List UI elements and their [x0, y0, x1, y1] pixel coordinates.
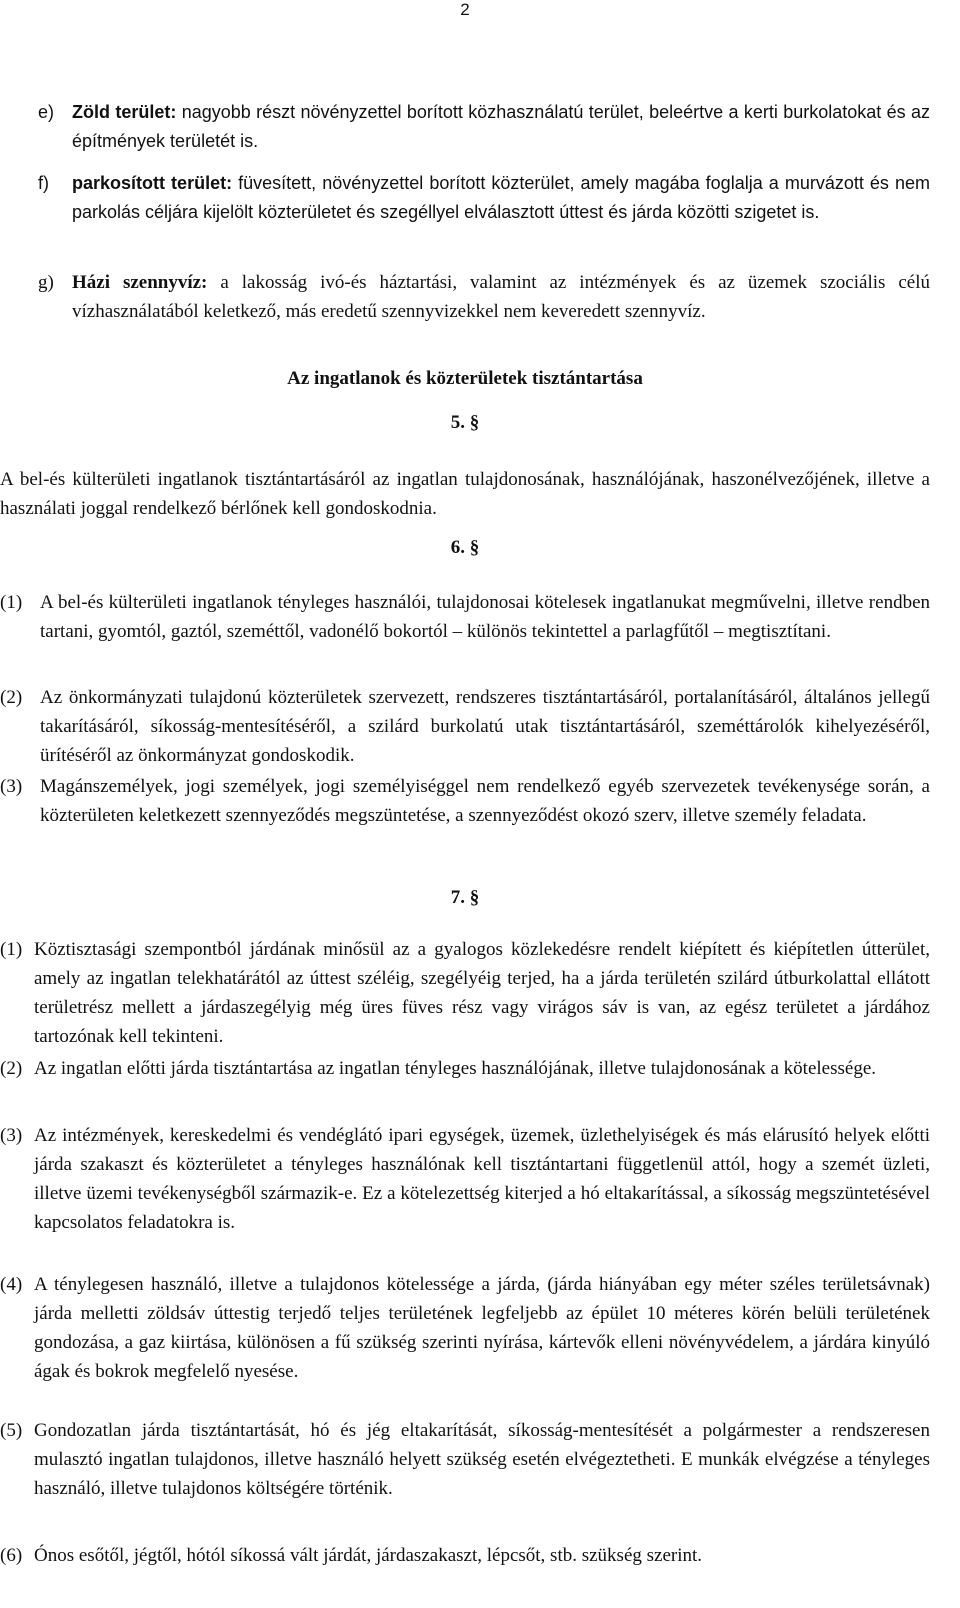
paragraph-label: (1) [0, 592, 23, 613]
paragraph-text: Ónos esőtől, jégtől, hótól síkossá vált járdát, járdaszakaszt, lépcsőt, stb. szükség szerint. [34, 1545, 703, 1566]
paragraph-text: Köztisztasági szempontból járdának minősül az a gyalogos közlekedésre rendelt kiépített és kiépítetlen útterület, amely az ingatlan telekhatárától az úttest széléig, szegélyéig terjed, ha a járda területén szilárd útburkolattal ellátott területrész mellett a járdaszegélyig még üres füves rész vagy virágos sáv is van, az egész területet a járdához tartozónak kell tekinteni. [34, 939, 930, 1047]
section-7-para-3 [0, 1121, 930, 1237]
paragraph-label: (6) [0, 1545, 23, 1566]
section-5-text: A bel-és külterületi ingatlanok tisztántartásáról az ingatlan tulajdonosának, használójának, haszonélvezőjének, illetve a használati joggal rendelkező bérlőnek kell gondoskodnia. [0, 469, 930, 519]
section-6-para-1 [0, 588, 930, 646]
paragraph-text: A bel-és külterületi ingatlanok tényleges használói, tulajdonosai kötelesek ingatlanukat megművelni, illetve rendben tartani, gyomtól, gaztól, szeméttől, vadonélő bokortól – különös tekintettel a parlagfűtől – megtisztítani. [40, 592, 930, 642]
paragraph-text: Az ingatlan előtti járda tisztántartása az ingatlan tényleges használójának, illetve tulajdonosának a kötelessége. [34, 1058, 877, 1079]
definition-label: e) [38, 102, 55, 122]
definition-e [38, 98, 930, 156]
definition-text: a lakosság ivó-és háztartási, valamint az intézmények és az üzemek szociális célú vízhasználatából keletkező, más eredetű szennyvizekkel nem keveredett szennyvíz. [72, 272, 930, 322]
paragraph-label: (3) [0, 1125, 23, 1146]
paragraph-label: (3) [0, 776, 23, 797]
definition-term: Zöld terület: [72, 102, 177, 122]
paragraph-text: Gondozatlan járda tisztántartását, hó és jég eltakarítását, síkosság-mentesítését a polgármester a rendszeresen mulasztó ingatlan tulajdonos, illetve használó helyett szükség esetén elvégeztetheti. E munkák elvégzése a tényleges használó, illetve tulajdonos költségére történik. [34, 1420, 930, 1499]
paragraph-text: Az önkormányzati tulajdonú közterületek szervezett, rendszeres tisztántartásáról, portalanításáról, általános jellegű takarításáról, síkosság-mentesítéséről, a szilárd burkolatú utak tisztántartásáról, szeméttárolók kihelyezéséről, ürítéséről az önkormányzat gondoskodik. [40, 687, 930, 766]
paragraph-text: Az intézmények, kereskedelmi és vendéglátó ipari egységek, üzemek, üzlethelyiségek és más elárusító helyek előtti járda szakaszt és közterületet a tényleges használónak kell tisztántartani függetlenül attól, hogy a szemét üzleti, illetve üzemi tevékenységből származik-e. Ez a kötelezettség kiterjed a hó eltakarítással, a síkosság megszüntetésével kapcsolatos feladatokra is. [34, 1125, 930, 1233]
section-number-7: 7. § [450, 887, 480, 908]
page-number: 2 [460, 0, 470, 19]
paragraph-label: (2) [0, 687, 23, 708]
paragraph-text: Magánszemélyek, jogi személyek, jogi személyiséggel nem rendelkező egyéb szervezetek tevékenysége során, a közterületen keletkezett szennyeződés megszüntetése, a szennyeződést okozó szerv, illetve személy feladata. [40, 776, 930, 826]
definition-text: füvesített, növényzettel borított közterület, amely magába foglalja a murvázott és nem parkolás céljára kijelölt közterületet és szegéllyel elválasztott úttest és járda közötti szigetet is. [72, 173, 930, 222]
section-6-para-2 [0, 683, 930, 770]
section-7-para-4 [0, 1270, 930, 1386]
section-7-para-5 [0, 1416, 930, 1503]
definition-term: Házi szennyvíz: [72, 272, 208, 293]
paragraph-text: A ténylegesen használó, illetve a tulajdonos kötelessége a járda, (járda hiányában egy méter széles területsávnak) járda melletti zöldsáv úttestig terjedő teljes területének legfeljebb az épület 10 méteres körén belüli területének gondozása, a gaz kiirtása, különösen a fű szükség szerinti nyírása, kártevők elleni növényvédelem, a járdára kinyúló ágak és bokrok megfelelő nyesése. [34, 1274, 930, 1382]
section-number-5: 5. § [450, 412, 480, 433]
definition-f [38, 169, 930, 227]
paragraph-label: (4) [0, 1274, 23, 1295]
definition-label: f) [38, 173, 49, 193]
paragraph-label: (5) [0, 1420, 23, 1441]
paragraph-label: (2) [0, 1058, 23, 1079]
definition-g [38, 268, 930, 326]
paragraph-label: (1) [0, 939, 23, 960]
section-7-para-6 [0, 1541, 930, 1570]
section-7-para-1 [0, 935, 930, 1051]
section-heading: Az ingatlanok és közterületek tisztántartása [287, 368, 643, 389]
section-number-6: 6. § [450, 537, 480, 558]
definition-text: nagyobb részt növényzettel borított közhasználatú terület, beleértve a kerti burkolatokat és az építmények területét is. [72, 102, 930, 151]
section-7-para-2 [0, 1054, 930, 1083]
definition-label: g) [38, 272, 54, 293]
section-6-para-3 [0, 772, 930, 830]
definition-term: parkosított terület: [72, 173, 233, 193]
